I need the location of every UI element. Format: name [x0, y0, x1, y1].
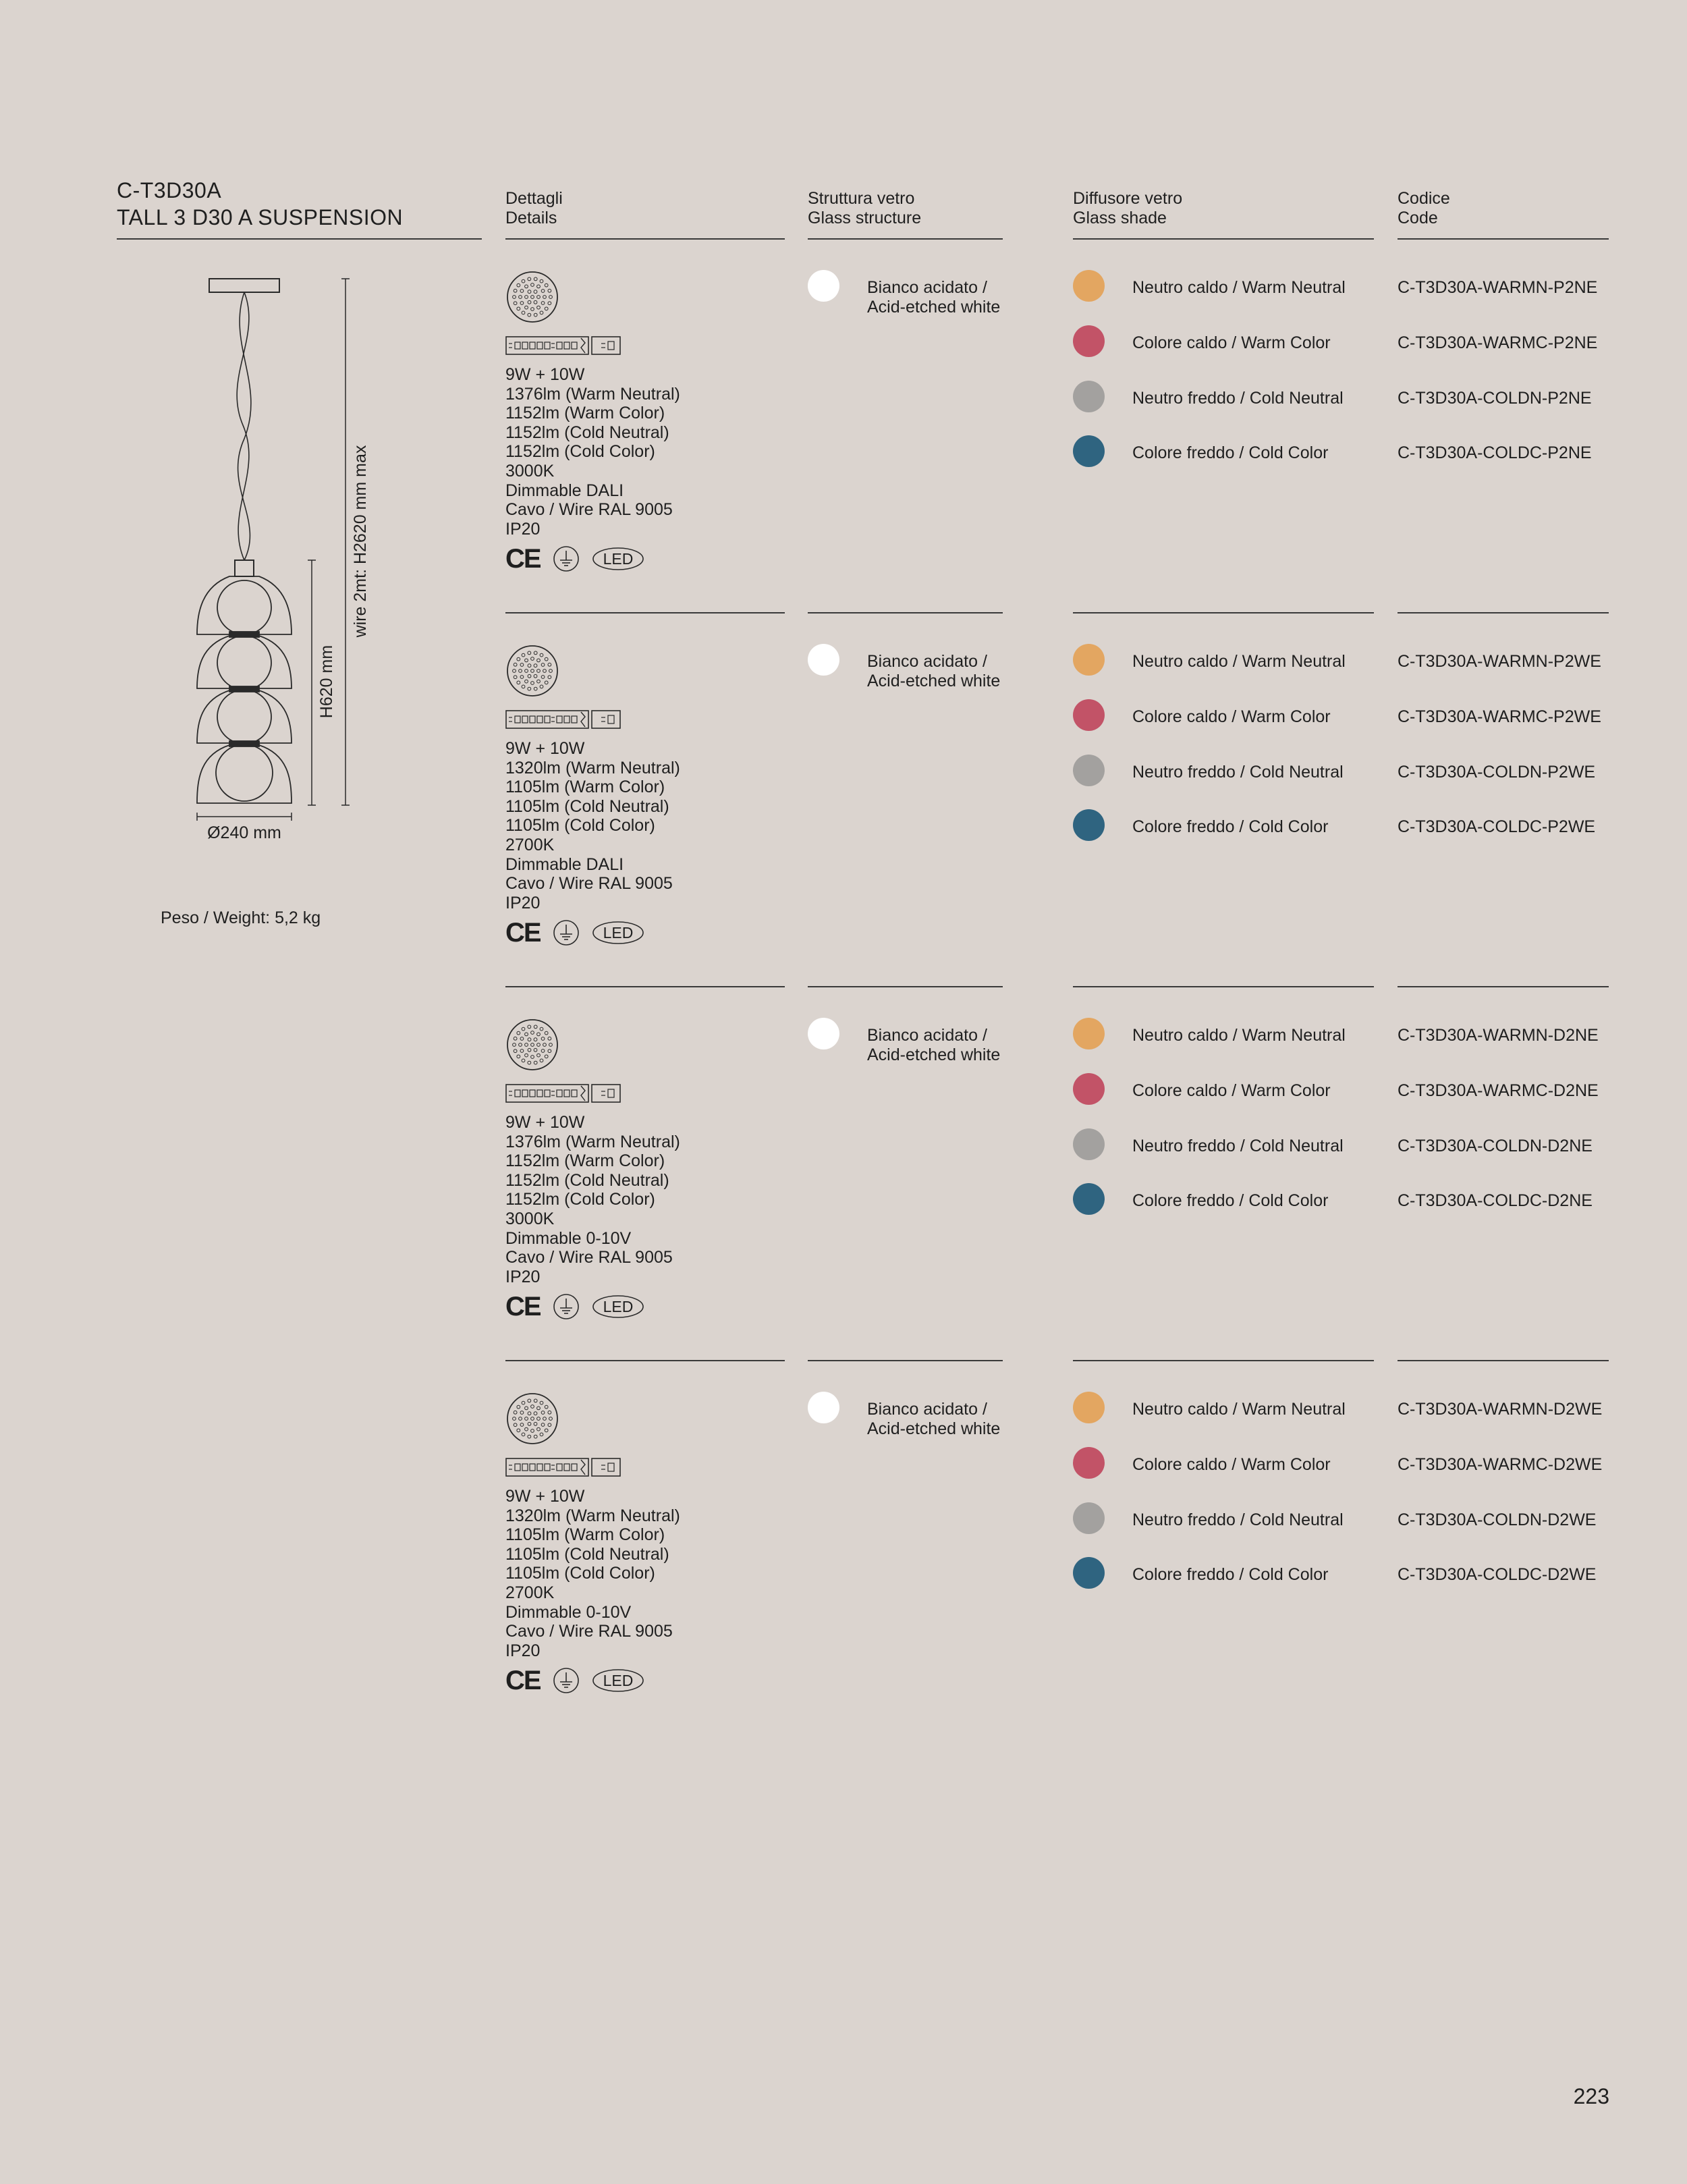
spec-line: Cavo / Wire RAL 9005	[505, 874, 673, 894]
glass-structure-label: Bianco acidato / Acid-etched white	[867, 278, 1001, 317]
column-header-glass: Struttura vetro Glass structure	[808, 189, 922, 227]
led-array-icon	[505, 270, 559, 324]
spec-line: 1376lm (Warm Neutral)	[505, 384, 680, 404]
spec-line: Dimmable 0-10V	[505, 1228, 632, 1248]
color-swatch-warm-neutral	[1073, 1392, 1105, 1423]
row-rule	[1398, 1360, 1609, 1361]
led-badge-label: LED	[603, 550, 633, 568]
shade-label: Colore freddo / Cold Color	[1132, 1191, 1329, 1210]
spec-line: 1105lm (Cold Color)	[505, 816, 655, 836]
shade-option	[1073, 325, 1370, 358]
spec-line: Cavo / Wire RAL 9005	[505, 1248, 673, 1267]
product-code-value: C-T3D30A-WARMN-D2NE	[1398, 1026, 1599, 1045]
certification-icons	[505, 1293, 789, 1320]
diameter-label: Ø240 mm	[207, 823, 281, 842]
weight-label: Peso / Weight: 5,2 kg	[161, 908, 321, 927]
shade-label: Colore freddo / Cold Color	[1132, 1565, 1329, 1584]
spec-line: 1152lm (Cold Neutral)	[505, 422, 669, 442]
spec-list	[505, 1487, 789, 1660]
color-swatch-cold-color	[1073, 809, 1105, 841]
color-swatch-warm-color	[1073, 325, 1105, 357]
spec-line: 1105lm (Cold Neutral)	[505, 1544, 669, 1564]
white-swatch	[808, 270, 839, 302]
ce-mark-icon: CE	[505, 918, 541, 948]
shade-label: Colore freddo / Cold Color	[1132, 817, 1329, 836]
shade-option	[1073, 435, 1370, 468]
product-code-value: C-T3D30A-WARMC-D2NE	[1398, 1081, 1599, 1100]
spec-line: 3000K	[505, 461, 555, 481]
driver-icon	[505, 1457, 621, 1477]
shade-label: Neutro freddo / Cold Neutral	[1132, 1137, 1344, 1155]
product-code-value: C-T3D30A-COLDC-D2WE	[1398, 1565, 1597, 1584]
shade-option	[1073, 1183, 1370, 1216]
color-swatch-warm-neutral	[1073, 270, 1105, 302]
shade-label: Colore caldo / Warm Color	[1132, 1081, 1331, 1100]
product-drawing	[182, 270, 412, 857]
product-code-value: C-T3D30A-COLDN-D2WE	[1398, 1510, 1597, 1529]
height-label: H620 mm	[317, 645, 336, 719]
canopy-shape	[209, 279, 279, 292]
shade-option	[1073, 1502, 1370, 1535]
product-code-value: C-T3D30A-COLDC-P2NE	[1398, 443, 1592, 462]
glass-structure-label: Bianco acidato / Acid-etched white	[867, 1026, 1001, 1064]
product-code-value: C-T3D30A-WARMC-P2WE	[1398, 707, 1601, 726]
product-code-value: C-T3D30A-WARMC-P2NE	[1398, 333, 1598, 352]
spec-line: 9W + 10W	[505, 1487, 585, 1506]
color-swatch-warm-color	[1073, 1073, 1105, 1105]
led-badge-icon	[592, 1294, 644, 1319]
row-rule	[1398, 986, 1609, 987]
led-badge-icon	[592, 547, 644, 571]
led-array-icon	[505, 1392, 559, 1446]
product-code-value: C-T3D30A-WARMN-D2WE	[1398, 1400, 1603, 1419]
spec-line: Cavo / Wire RAL 9005	[505, 1622, 673, 1641]
shade-option	[1073, 1018, 1370, 1050]
shade-option	[1073, 809, 1370, 842]
details-cell	[505, 644, 789, 946]
row-rule	[1073, 1360, 1374, 1361]
color-swatch-warm-color	[1073, 1447, 1105, 1479]
wire-shape-2	[238, 292, 251, 560]
shade-label: Neutro freddo / Cold Neutral	[1132, 763, 1344, 782]
spec-line: 1152lm (Cold Neutral)	[505, 1170, 669, 1190]
color-swatch-cold-color	[1073, 1557, 1105, 1589]
product-title	[117, 177, 403, 231]
product-code-value: C-T3D30A-COLDN-D2NE	[1398, 1137, 1593, 1155]
shade-option	[1073, 270, 1370, 302]
spec-line: 3000K	[505, 1209, 555, 1228]
wire-shape	[237, 292, 249, 560]
color-swatch-warm-color	[1073, 699, 1105, 731]
spec-line: 1152lm (Cold Color)	[505, 1190, 655, 1209]
product-code-value: C-T3D30A-COLDC-P2WE	[1398, 817, 1596, 836]
shade-option	[1073, 644, 1370, 676]
certification-icons	[505, 545, 789, 572]
led-badge-label: LED	[603, 1672, 633, 1690]
row-rule	[808, 986, 1003, 987]
color-swatch-warm-neutral	[1073, 1018, 1105, 1049]
column-header-code: Codice Code	[1398, 189, 1450, 227]
details-cell	[505, 1392, 789, 1694]
driver-icon	[505, 709, 621, 730]
product-code: C-T3D30A	[117, 178, 222, 202]
color-swatch-cold-neutral	[1073, 1128, 1105, 1160]
glass-modules	[197, 576, 292, 803]
color-swatch-cold-neutral	[1073, 1502, 1105, 1534]
product-code-value: C-T3D30A-COLDC-D2NE	[1398, 1191, 1593, 1210]
spec-line: IP20	[505, 519, 541, 539]
wire-length-label: wire 2mt: H2620 mm max	[351, 445, 370, 638]
spec-line: IP20	[505, 1641, 541, 1660]
row-rule	[505, 238, 785, 240]
ce-mark-icon: CE	[505, 544, 541, 574]
product-code-value: C-T3D30A-WARMN-P2WE	[1398, 652, 1601, 671]
spec-line: Dimmable DALI	[505, 854, 624, 874]
class-ii-ground-icon	[553, 1667, 580, 1694]
shade-option	[1073, 1073, 1370, 1105]
color-swatch-cold-neutral	[1073, 381, 1105, 412]
white-swatch	[808, 644, 839, 676]
led-array-icon	[505, 644, 559, 698]
row-rule	[1073, 612, 1374, 613]
shade-label: Neutro freddo / Cold Neutral	[1132, 1510, 1344, 1529]
white-swatch	[808, 1018, 839, 1049]
spec-line: 1152lm (Warm Color)	[505, 404, 665, 423]
class-ii-ground-icon	[553, 1293, 580, 1320]
row-rule	[1398, 612, 1609, 613]
row-rule	[1073, 238, 1374, 240]
shade-option	[1073, 1128, 1370, 1161]
spec-line: 1152lm (Warm Color)	[505, 1151, 665, 1171]
shade-option	[1073, 755, 1370, 787]
product-code-value: C-T3D30A-COLDN-P2NE	[1398, 389, 1592, 408]
led-badge-label: LED	[603, 924, 633, 942]
row-rule	[505, 986, 785, 987]
spec-line: 9W + 10W	[505, 365, 585, 384]
color-swatch-cold-color	[1073, 435, 1105, 467]
led-badge-icon	[592, 1668, 644, 1693]
spec-line: 1320lm (Warm Neutral)	[505, 1506, 680, 1525]
row-rule	[808, 1360, 1003, 1361]
details-cell	[505, 270, 789, 572]
spec-list	[505, 365, 789, 539]
column-header-shade: Diffusore vetro Glass shade	[1073, 189, 1183, 227]
shade-label: Neutro caldo / Warm Neutral	[1132, 1026, 1346, 1045]
color-swatch-warm-neutral	[1073, 644, 1105, 676]
ce-mark-icon: CE	[505, 1666, 541, 1696]
spec-line: 1320lm (Warm Neutral)	[505, 758, 680, 777]
spec-line: 1376lm (Warm Neutral)	[505, 1132, 680, 1151]
page-number: 223	[1573, 2084, 1609, 2108]
row-rule	[505, 612, 785, 613]
driver-icon	[505, 1083, 621, 1103]
spec-line: 2700K	[505, 1583, 555, 1602]
spec-list	[505, 739, 789, 912]
spec-line: 1105lm (Cold Neutral)	[505, 796, 669, 816]
shade-label: Neutro caldo / Warm Neutral	[1132, 652, 1346, 671]
spec-line: 1105lm (Cold Color)	[505, 1564, 655, 1583]
driver-icon	[505, 335, 621, 356]
color-swatch-cold-color	[1073, 1183, 1105, 1215]
shade-label: Colore caldo / Warm Color	[1132, 333, 1331, 352]
led-badge-icon	[592, 921, 644, 945]
spec-line: 9W + 10W	[505, 1113, 585, 1132]
details-cell	[505, 1018, 789, 1320]
shade-label: Neutro freddo / Cold Neutral	[1132, 389, 1344, 408]
row-rule	[1073, 986, 1374, 987]
shade-option	[1073, 699, 1370, 732]
spec-line: 1105lm (Warm Color)	[505, 1525, 665, 1545]
shade-label: Colore freddo / Cold Color	[1132, 443, 1329, 462]
title-rule	[117, 238, 482, 240]
spec-line: Cavo / Wire RAL 9005	[505, 500, 673, 520]
color-swatch-cold-neutral	[1073, 755, 1105, 786]
spec-line: 9W + 10W	[505, 739, 585, 758]
row-rule	[808, 612, 1003, 613]
product-code-value: C-T3D30A-COLDN-P2WE	[1398, 763, 1596, 782]
spec-line: Dimmable DALI	[505, 481, 624, 500]
class-ii-ground-icon	[553, 545, 580, 572]
product-code-value: C-T3D30A-WARMC-D2WE	[1398, 1455, 1603, 1474]
row-rule	[505, 1360, 785, 1361]
shade-label: Neutro caldo / Warm Neutral	[1132, 1400, 1346, 1419]
led-badge-label: LED	[603, 1298, 633, 1316]
shade-option	[1073, 1447, 1370, 1479]
shade-option	[1073, 381, 1370, 413]
certification-icons	[505, 919, 789, 946]
cap-shape	[235, 560, 254, 576]
product-name: TALL 3 D30 A SUSPENSION	[117, 205, 404, 229]
ce-mark-icon: CE	[505, 1292, 541, 1322]
spec-line: IP20	[505, 1267, 541, 1286]
shade-option	[1073, 1392, 1370, 1424]
certification-icons	[505, 1667, 789, 1694]
glass-structure-label: Bianco acidato / Acid-etched white	[867, 1400, 1001, 1438]
shade-label: Neutro caldo / Warm Neutral	[1132, 278, 1346, 297]
led-array-icon	[505, 1018, 559, 1072]
spec-list	[505, 1113, 789, 1286]
spec-line: Dimmable 0-10V	[505, 1602, 632, 1622]
class-ii-ground-icon	[553, 919, 580, 946]
row-rule	[808, 238, 1003, 240]
shade-label: Colore caldo / Warm Color	[1132, 1455, 1331, 1474]
spec-line: 2700K	[505, 835, 555, 854]
shade-label: Colore caldo / Warm Color	[1132, 707, 1331, 726]
white-swatch	[808, 1392, 839, 1423]
glass-structure-label: Bianco acidato / Acid-etched white	[867, 652, 1001, 690]
spec-line: IP20	[505, 893, 541, 912]
spec-line: 1152lm (Cold Color)	[505, 442, 655, 462]
shade-option	[1073, 1557, 1370, 1589]
row-rule	[1398, 238, 1609, 240]
product-code-value: C-T3D30A-WARMN-P2NE	[1398, 278, 1598, 297]
column-header-details: Dettagli Details	[505, 189, 563, 227]
spec-line: 1105lm (Warm Color)	[505, 777, 665, 797]
